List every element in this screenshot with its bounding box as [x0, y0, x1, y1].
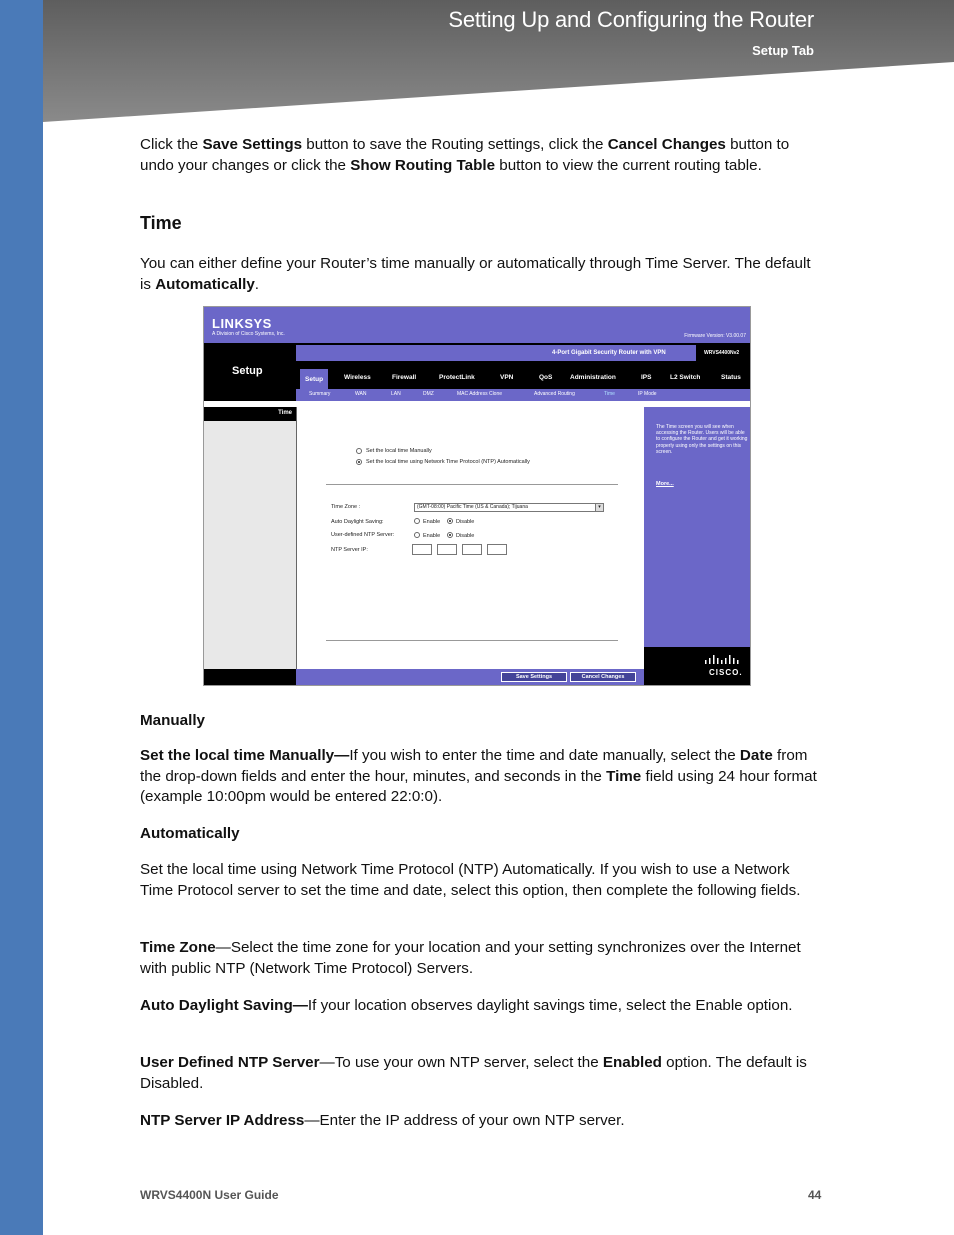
tab-vpn[interactable]: VPN: [500, 374, 514, 381]
product-name: 4-Port Gigabit Security Router with VPN: [552, 350, 666, 356]
bottom-left-block: [204, 669, 296, 686]
daylight-disable-radio[interactable]: [447, 518, 453, 524]
tab-administration[interactable]: Administration: [570, 374, 616, 381]
daylight-disable-label: Disable: [456, 519, 475, 525]
setup-label: Setup: [232, 365, 263, 377]
subtab-mac-clone[interactable]: MAC Address Clone: [457, 391, 503, 397]
logo-subtitle: A Division of Cisco Systems, Inc.: [212, 331, 285, 337]
user-ntp-disable-label: Disable: [456, 533, 475, 539]
cisco-block: [644, 647, 751, 686]
tab-l2-switch[interactable]: L2 Switch: [670, 374, 701, 381]
time-heading: Time: [140, 213, 182, 233]
manually-paragraph: Set the local time Manually—If you wish to enter the time and date manually, select the Date from the drop-down fields and enter the hour, minutes, and seconds in the Time field using 24 hour format (example 10:00pm would be entered 22:0:0).: [140, 747, 817, 805]
linksys-logo: LINKSYS: [212, 316, 272, 331]
left-sidebar-band: [0, 0, 43, 1235]
intro-paragraph: Click the Save Settings button to save the Routing settings, click the Cancel Changes button to undo your changes or click the Show Routing Table button to view the current routing table.: [140, 136, 790, 174]
cisco-logo-icon: [704, 655, 746, 665]
help-text: The Time screen you will see when accessing the Router. Users will be able to configure the Router and get it working properly using only the settings on this screen.: [656, 424, 748, 455]
more-link[interactable]: More...: [656, 481, 674, 487]
save-settings-button[interactable]: Save Settings: [501, 672, 567, 682]
user-ntp-paragraph: User Defined NTP Server—To use your own NTP server, select the Enabled option. The default is Disabled.: [140, 1054, 807, 1092]
cisco-wordmark: CISCO.: [709, 668, 743, 677]
tab-ips[interactable]: IPS: [641, 374, 652, 381]
time-paragraph: You can either define your Router’s time manually or automatically through Time Server. The default is Automatically.: [140, 255, 811, 293]
footer-guide-title: WRVS4400N User Guide: [140, 1188, 279, 1202]
header-title: Setting Up and Configuring the Router: [448, 7, 814, 32]
label-manual: Set the local time Manually: [366, 448, 432, 454]
router-time-screenshot: [203, 306, 751, 686]
tab-status[interactable]: Status: [721, 374, 741, 381]
user-ntp-enable-label: Enable: [423, 533, 441, 539]
divider-top: [326, 484, 618, 485]
cancel-changes-button[interactable]: Cancel Changes: [570, 672, 636, 682]
tab-protectlink[interactable]: ProtectLink: [439, 374, 475, 381]
model-name: WRVS4400Nv2: [704, 350, 740, 356]
ntp-ip-label: NTP Server IP:: [331, 547, 368, 553]
radio-ntp[interactable]: [356, 459, 362, 465]
ntp-ip-paragraph: NTP Server IP Address—Enter the IP address of your own NTP server.: [140, 1112, 625, 1129]
ntp-ip-octet-1[interactable]: [412, 544, 432, 555]
subtab-summary[interactable]: Summary: [309, 391, 331, 397]
auto-daylight-label: Auto Daylight Saving:: [331, 519, 384, 525]
radio-manual[interactable]: [356, 448, 362, 454]
daylight-paragraph: Auto Daylight Saving—If your location observes daylight savings time, select the Enable option.: [140, 997, 793, 1014]
router-topbar: [204, 307, 751, 343]
subtab-dmz[interactable]: DMZ: [423, 391, 434, 397]
time-zone-label: Time Zone :: [331, 504, 361, 510]
subtab-advanced-routing[interactable]: Advanced Routing: [534, 391, 575, 397]
section-label: Time: [278, 410, 292, 416]
time-zone-select[interactable]: [414, 503, 604, 512]
tab-setup[interactable]: Setup: [300, 369, 328, 389]
ntp-ip-octet-4[interactable]: [487, 544, 507, 555]
header-subtitle: Setup Tab: [752, 43, 814, 58]
label-ntp: Set the local time using Network Time Protocol (NTP) Automatically: [366, 459, 530, 465]
divider-bottom: [326, 640, 618, 641]
chevron-down-icon: ▾: [595, 504, 603, 511]
time-zone-value: (GMT-08:00) Pacific Time (US & Canada); Tijuana: [417, 504, 528, 510]
subtab-lan[interactable]: LAN: [391, 391, 401, 397]
tab-wireless[interactable]: Wireless: [344, 374, 371, 381]
tab-qos[interactable]: QoS: [539, 374, 553, 381]
automatically-paragraph: Set the local time using Network Time Protocol (NTP) Automatically. If you wish to use a Network Time Protocol server to set the time and date, select this option, then complete the following fields.: [140, 861, 801, 899]
firmware-version: Firmware Version: V3.00.07: [684, 333, 746, 339]
ntp-ip-octet-3[interactable]: [462, 544, 482, 555]
user-ntp-label: User-defined NTP Server:: [331, 532, 395, 538]
subtab-time[interactable]: Time: [604, 391, 615, 397]
daylight-enable-label: Enable: [423, 519, 441, 525]
subtab-wan[interactable]: WAN: [355, 391, 367, 397]
footer-page-number: 44: [808, 1188, 822, 1202]
automatically-heading: Automatically: [140, 825, 240, 842]
section-label-block: [204, 407, 296, 421]
left-column: [204, 421, 296, 669]
manually-heading: Manually: [140, 712, 205, 729]
header-band: [43, 0, 954, 122]
tab-firewall[interactable]: Firewall: [392, 374, 417, 381]
daylight-enable-radio[interactable]: [414, 518, 420, 524]
user-ntp-disable-radio[interactable]: [447, 532, 453, 538]
ntp-ip-octet-2[interactable]: [437, 544, 457, 555]
user-ntp-enable-radio[interactable]: [414, 532, 420, 538]
time-zone-paragraph: Time Zone—Select the time zone for your location and your setting synchronizes over the Internet with public NTP (Network Time Protocol) Servers.: [140, 939, 801, 977]
subtab-ip-mode[interactable]: IP Mode: [638, 391, 657, 397]
